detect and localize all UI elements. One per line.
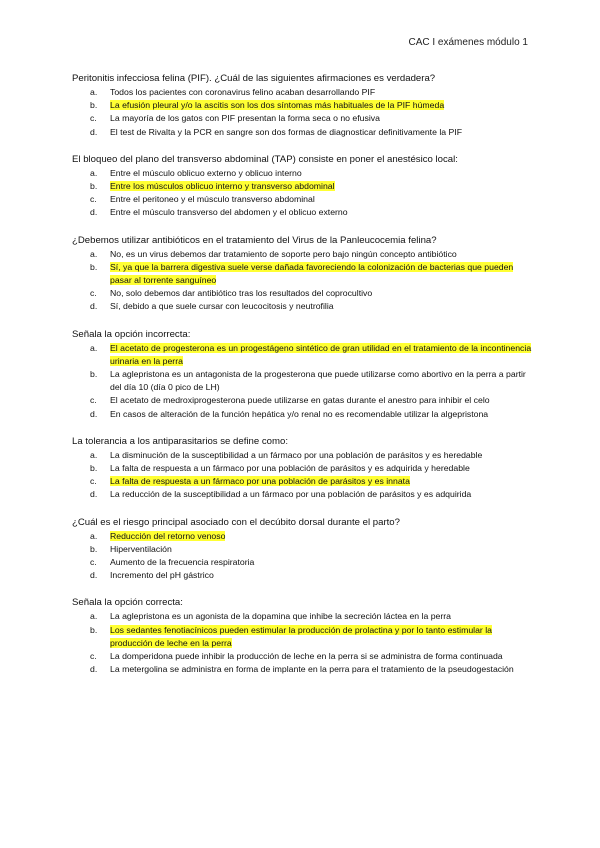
answer-option — [72, 261, 532, 287]
question-text: Señala la opción incorrecta: — [72, 328, 191, 340]
answer-option — [72, 610, 532, 623]
answer-option — [72, 475, 532, 488]
option-letter: c. — [90, 288, 97, 299]
highlighted-answer-text: La falta de respuesta a un fármaco por una población de parásitos y es innata — [110, 476, 410, 487]
option-text-wrapper — [110, 193, 532, 206]
answer-option — [72, 368, 532, 394]
option-letter: c. — [90, 113, 97, 124]
answer-option — [72, 248, 532, 261]
option-text-wrapper — [110, 663, 532, 676]
question-block — [72, 596, 532, 676]
option-text: El acetato de medroxiprogesterona puede utilizarse en gatas durante el anestro para inhibir el celo — [110, 395, 490, 406]
options-list — [72, 530, 532, 583]
option-letter: b. — [90, 261, 98, 272]
highlighted-answer-text: La efusión pleural y/o la ascitis son los dos síntomas más habituales de la PIF húmeda — [110, 100, 445, 111]
option-text: La falta de respuesta a un fármaco por una población de parásitos y es adquirida y heredable — [110, 463, 470, 474]
option-text-wrapper — [110, 86, 532, 99]
option-text-wrapper — [110, 610, 532, 623]
option-letter: b. — [90, 369, 98, 380]
question-block — [72, 435, 532, 502]
option-text-wrapper — [110, 543, 532, 556]
option-text: La aglepristona es un antagonista de la progesterona que puede utilizarse como abortivo en la perra a partir del día 10 (día 0 pico de LH) — [110, 369, 526, 393]
question-text: El bloqueo del plano del transverso abdominal (TAP) consiste en poner el anestésico local: — [72, 153, 458, 165]
highlighted-answer-text: Reducción del retorno venoso — [110, 530, 226, 541]
option-letter: b. — [90, 463, 98, 474]
question-text: Peritonitis infecciosa felina (PIF). ¿Cuál de las siguientes afirmaciones es verdadera? — [72, 73, 436, 84]
option-text: Incremento del pH gástrico — [110, 570, 214, 581]
option-text: La aglepristona es un agonista de la dopamina que inhibe la secreción láctea en la perra — [110, 611, 451, 622]
option-text-wrapper — [110, 206, 532, 219]
option-letter: a. — [90, 87, 98, 97]
option-text-wrapper — [110, 408, 532, 421]
question-block — [72, 516, 532, 583]
option-text: La metergolina se administra en forma de implante en la perra para el tratamiento de la pseudogestación — [110, 664, 514, 675]
highlighted-answer-text: Los sedantes fenotiacínicos pueden estimular la producción de prolactina y por lo tanto estimular la producción de leche en la perra — [110, 624, 492, 648]
answer-option — [72, 569, 532, 582]
option-text: La disminución de la susceptibilidad a un fármaco por una población de parásitos y es heredable — [110, 449, 483, 460]
option-text: El test de Rivalta y la PCR en sangre son dos formas de diagnosticar definitivamente la PIF — [110, 126, 463, 137]
answer-option — [72, 206, 532, 219]
option-text: Sí, debido a que suele cursar con leucocitosis y neutrofilia — [110, 301, 334, 312]
option-text: No, es un virus debemos dar tratamiento de soporte pero bajo ningún concepto antibiótico — [110, 248, 457, 259]
option-text-wrapper — [110, 624, 532, 650]
options-list — [72, 610, 532, 676]
option-letter: a. — [90, 530, 98, 541]
page-header: CAC I exámenes módulo 1 — [408, 37, 528, 48]
option-letter: c. — [90, 557, 97, 568]
answer-option — [72, 543, 532, 556]
option-letter: d. — [90, 664, 98, 675]
option-text-wrapper — [110, 488, 532, 501]
answer-option — [72, 342, 532, 368]
option-text-wrapper — [110, 556, 532, 569]
option-letter: d. — [90, 126, 98, 137]
option-text-wrapper — [110, 650, 532, 663]
option-text-wrapper — [110, 462, 532, 475]
answer-option — [72, 449, 532, 462]
option-text: En casos de alteración de la función hepática y/o renal no es recomendable utilizar la algepristona — [110, 408, 489, 419]
answer-option — [72, 394, 532, 407]
option-text-wrapper — [110, 99, 532, 112]
options-list — [72, 342, 532, 421]
option-text-wrapper — [110, 167, 532, 180]
option-text-wrapper — [110, 569, 532, 582]
option-letter: c. — [90, 476, 97, 487]
question-block — [72, 72, 532, 139]
option-letter: a. — [90, 449, 98, 460]
option-text-wrapper — [110, 394, 532, 407]
question-text: ¿Debemos utilizar antibióticos en el tratamiento del Virus de la Panleucocemia felina? — [72, 234, 437, 246]
option-text-wrapper — [110, 300, 532, 313]
question-block — [72, 328, 532, 421]
answer-option — [72, 300, 532, 313]
option-letter: d. — [90, 301, 98, 312]
option-letter: d. — [90, 207, 98, 218]
answer-option — [72, 650, 532, 663]
option-text-wrapper — [110, 530, 532, 543]
option-text-wrapper — [110, 180, 532, 193]
exam-content — [72, 72, 532, 691]
option-letter: a. — [90, 342, 98, 353]
question-text: La tolerancia a los antiparasitarios se define como: — [72, 435, 288, 447]
option-text: Hiperventilación — [110, 543, 172, 554]
option-text: La domperidona puede inhibir la producción de leche en la perra si se administra de forma continuada — [110, 651, 503, 662]
option-text: Todos los pacientes con coronavirus felino acaban desarrollando PIF — [110, 87, 376, 97]
answer-option — [72, 462, 532, 475]
option-text: La reducción de la susceptibilidad a un fármaco por una población de parásitos y es adquirida — [110, 489, 472, 500]
option-text: Entre el peritoneo y el músculo transverso abdominal — [110, 194, 315, 205]
option-text: La mayoría de los gatos con PIF presentan la forma seca o no efusiva — [110, 113, 380, 124]
answer-option — [72, 112, 532, 125]
answer-option — [72, 408, 532, 421]
highlighted-answer-text: El acetato de progesterona es un progestágeno sintético de gran utilidad en el tratamiento de la incontinencia urinaria en la perra — [110, 342, 532, 366]
answer-option — [72, 99, 532, 112]
answer-option — [72, 86, 532, 99]
option-letter: b. — [90, 624, 98, 635]
options-list — [72, 248, 532, 314]
options-list — [72, 167, 532, 220]
option-text: Entre el músculo oblicuo externo y oblicuo interno — [110, 167, 302, 178]
option-text: Aumento de la frecuencia respiratoria — [110, 557, 255, 568]
option-letter: b. — [90, 100, 98, 111]
options-list — [72, 86, 532, 139]
answer-option — [72, 624, 532, 650]
option-text-wrapper — [110, 287, 532, 300]
option-letter: d. — [90, 570, 98, 581]
highlighted-answer-text: Sí, ya que la barrera digestiva suele verse dañada favoreciendo la colonización de bacterias que pueden pasar al torrente sanguíneo — [110, 261, 514, 286]
option-letter: b. — [90, 181, 98, 192]
option-text-wrapper — [110, 449, 532, 462]
question-block — [72, 234, 532, 314]
option-text-wrapper — [110, 475, 532, 488]
option-text: No, solo debemos dar antibiótico tras los resultados del coprocultivo — [110, 288, 373, 299]
question-text: Señala la opción correcta: — [72, 597, 183, 609]
option-letter: d. — [90, 408, 98, 419]
option-text-wrapper — [110, 126, 532, 139]
option-text: Entre el músculo transverso del abdomen y el oblicuo externo — [110, 207, 348, 218]
option-text-wrapper — [110, 261, 532, 287]
answer-option — [72, 180, 532, 193]
option-text-wrapper — [110, 368, 532, 394]
answer-option — [72, 193, 532, 206]
option-letter: a. — [90, 248, 98, 259]
option-text-wrapper — [110, 112, 532, 125]
question-block — [72, 153, 532, 220]
question-text: ¿Cuál es el riesgo principal asociado con el decúbito dorsal durante el parto? — [72, 516, 400, 528]
option-text-wrapper — [110, 248, 532, 261]
option-letter: a. — [90, 167, 98, 178]
answer-option — [72, 287, 532, 300]
answer-option — [72, 663, 532, 676]
option-letter: b. — [90, 543, 98, 554]
highlighted-answer-text: Entre los músculos oblicuo interno y transverso abdominal — [110, 181, 335, 192]
option-letter: c. — [90, 651, 97, 662]
answer-option — [72, 488, 532, 501]
option-letter: c. — [90, 395, 97, 406]
options-list — [72, 449, 532, 502]
answer-option — [72, 530, 532, 543]
answer-option — [72, 556, 532, 569]
option-letter: c. — [90, 194, 97, 205]
answer-option — [72, 167, 532, 180]
option-text-wrapper — [110, 342, 532, 368]
answer-option — [72, 126, 532, 139]
option-letter: a. — [90, 611, 98, 622]
option-letter: d. — [90, 489, 98, 500]
